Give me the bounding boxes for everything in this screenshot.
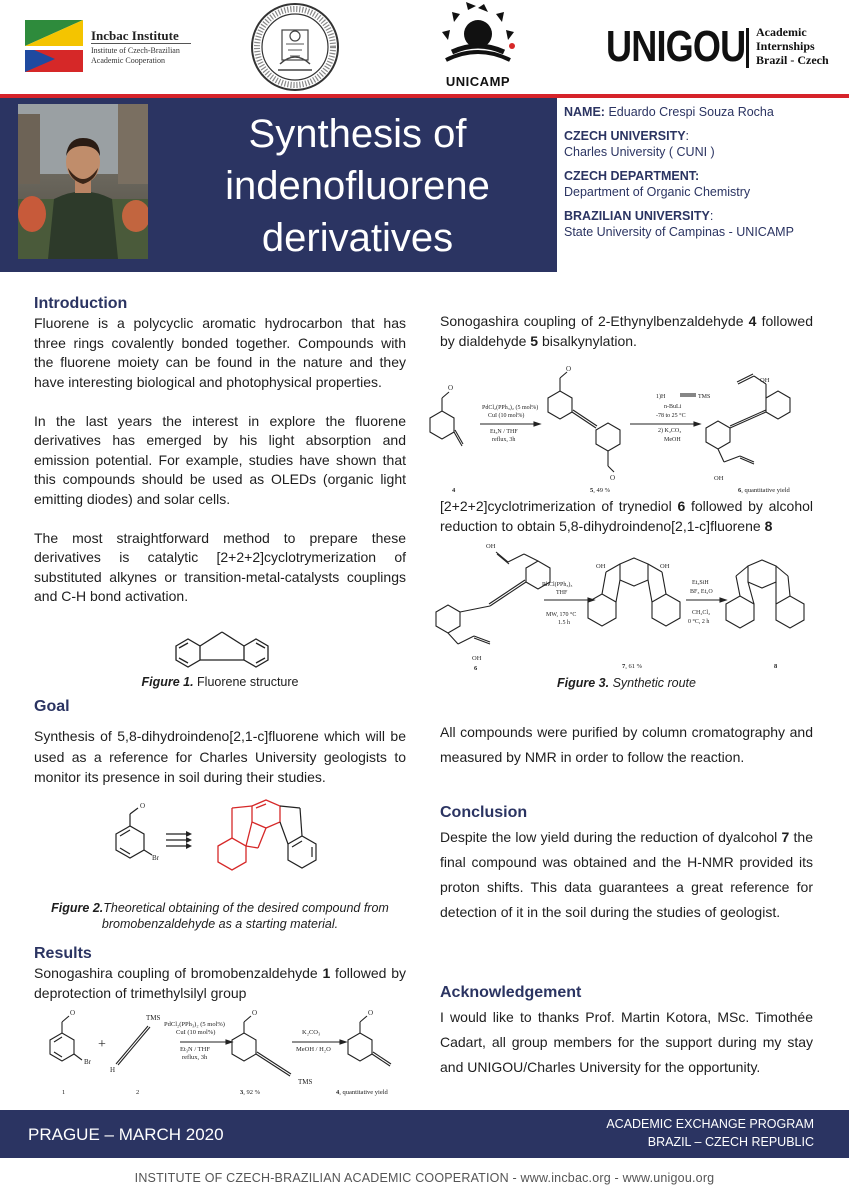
unigou-tag-line-3: Brazil - Czech	[756, 53, 829, 67]
info-czech-university: CZECH UNIVERSITY: Charles University ( CUNI )	[564, 128, 844, 160]
s3-reagent-8: 0 °C, 2 h	[688, 619, 710, 625]
figure-3-text: Synthetic route	[609, 676, 696, 690]
s2-reagent-8: 2) K₂CO₃	[658, 428, 682, 434]
conclusion-compound-7: 7	[781, 829, 790, 845]
info-name	[564, 104, 844, 120]
s2-oh-1: OH	[760, 377, 770, 384]
title-line-1: Synthesis of	[248, 112, 467, 156]
goal-text: Synthesis of 5,8-dihydroindeno[2,1-c]fluorene which will be used as a reference for Charles University geologists to monitor its presence in soil during their studies.	[34, 728, 406, 785]
title-line-2: indenofluorene	[225, 164, 490, 208]
s3-oh-2: OH	[472, 655, 482, 662]
s3-reagent-7: CH₂Cl₂	[692, 610, 711, 616]
s1-h-label: H	[110, 1066, 116, 1074]
author-photo-icon	[18, 104, 148, 259]
bisalkynylation-text	[440, 312, 813, 351]
purification-text	[440, 720, 813, 770]
incbac-logo	[25, 20, 190, 72]
info-brazilian-university: BRAZILIAN UNIVERSITY: State University of Campinas - UNICAMP	[564, 208, 844, 240]
introduction-paragraph-3: The most straightforward method to prepare these derivatives is catalytic [2+2+2]cyclotrymerization of substituted alkynes or transition-metal-catalysts couplings and C-H bond activation.	[34, 529, 406, 604]
s3-oh-3: OH	[596, 563, 606, 570]
acknowledgement-section	[440, 983, 813, 1080]
s1-reagent-1: PdCl₂(PPh₃)₂ (5 mol%)	[164, 1021, 225, 1028]
introduction-section	[34, 294, 406, 607]
right-compound-6: 6	[677, 498, 686, 514]
s2-reagent-3: Et₃N / THF	[490, 429, 518, 435]
figure-1-caption	[34, 674, 406, 690]
right-p1-c: followed by dialdehyde	[440, 313, 813, 349]
figure-3-caption	[440, 675, 813, 691]
conclusion-section	[440, 803, 813, 925]
figure-2-caption	[34, 900, 406, 932]
s2-reagent-5b: TMS	[698, 394, 711, 400]
right-p1-e: bisalkynylation.	[538, 332, 637, 349]
s1-reagent-2: CuI (10 mol%)	[176, 1029, 216, 1036]
czech-department-label: CZECH DEPARTMENT:	[564, 169, 700, 183]
results-text-a: Sonogashira coupling of bromobenzaldehyde	[34, 965, 323, 981]
s2-reagent-4: reflux, 3h	[492, 437, 516, 443]
czech-department-value: Department of Organic Chemistry	[564, 185, 751, 199]
figure-3-label: Figure 3.	[557, 676, 610, 690]
cyclotrimerization-text	[440, 497, 813, 536]
s2-compound-6: 6, quantitative yield	[738, 487, 790, 494]
name-value: Eduardo Crespi Souza Rocha	[608, 105, 774, 119]
s1-compound-1-label: 1	[62, 1089, 66, 1096]
s2-o-3: O	[610, 474, 616, 482]
s1-br-label: Br	[84, 1058, 91, 1066]
introduction-paragraph-1: Fluorene is a polycyclic aromatic hydrocarbon that has three rings covalently bonded together. Compounds with the fluorene moiety can be found in the nature and they have interesting biological and photophysical properties.	[34, 315, 406, 390]
acknowledgement-text: I would like to thanks Prof. Martin Kotora, MSc. Timothée Cadart, all group members for the support during my stay and UNIGOU/Charles University for the opportunity.	[440, 1009, 813, 1075]
czech-university-value: Charles University ( CUNI )	[564, 145, 715, 159]
s2-reagent-9: MeOH	[664, 437, 681, 443]
conclusion-text-c: the final compound was obtained and the H-NMR provided its proton shifts. This data guarantees a great reference for detection of it in the soil during the studies of geologist.	[440, 829, 813, 920]
figure-2-label: Figure 2.	[51, 901, 104, 915]
bromo-label: Br	[152, 854, 159, 862]
s2-reagent-6: n-BuLi	[664, 404, 682, 410]
czech-university-label: CZECH UNIVERSITY	[564, 129, 686, 143]
incbac-flag-icon	[25, 20, 83, 72]
s3-compound-8: 8	[774, 663, 778, 670]
brazilian-university-value: State University of Campinas - UNICAMP	[564, 225, 794, 239]
s3-reagent-6: BF₃ Et₂O	[690, 589, 713, 595]
right-p1-a: Sonogashira coupling of 2-Ethynylbenzaldehyde	[440, 313, 749, 329]
title-line-3: derivatives	[261, 216, 454, 260]
name-label: NAME:	[564, 105, 605, 119]
right-p2-a: [2+2+2]cyclotrimerization of trynediol	[440, 498, 678, 514]
results-section	[34, 944, 406, 1003]
figure-2-text: Theoretical obtaining of the desired compound from bromobenzaldehyde as a starting material.	[101, 901, 389, 931]
footer-program	[540, 1115, 814, 1151]
unigou-tag-line-1: Academic	[756, 25, 807, 39]
s3-compound-7: 7, 61 %	[622, 663, 643, 670]
figure-1-text: Fluorene structure	[193, 675, 299, 689]
unigou-logo	[606, 22, 836, 72]
incbac-divider	[91, 43, 191, 44]
right-compound-5: 5	[530, 332, 539, 349]
s1-o-label-3: O	[368, 1009, 374, 1017]
figure-1-label: Figure 1.	[141, 675, 194, 689]
charles-university-seal-icon	[250, 2, 340, 92]
s3-oh-4: OH	[660, 563, 670, 570]
results-compound-1: 1	[322, 965, 331, 981]
results-text	[34, 964, 406, 1003]
poster-title	[175, 108, 540, 264]
s1-tms-label-2: TMS	[298, 1078, 313, 1086]
purification-paragraph: All compounds were purified by column cromatography and measured by NMR in order to follow the reaction.	[440, 724, 813, 765]
conclusion-text	[440, 825, 813, 925]
results-text-c: followed by deprotection of trimethylsilyl group	[34, 965, 406, 1001]
s1-compound-3-label: 3, 92 %	[240, 1089, 261, 1096]
info-czech-department	[564, 168, 844, 200]
figure-2-scheme	[108, 796, 338, 894]
fluorene-structure	[168, 612, 278, 674]
incbac-name: Incbac Institute	[91, 28, 179, 43]
scheme-2-bisalkynylation	[424, 362, 816, 498]
author-info	[564, 104, 844, 248]
incbac-sub-line-1: Institute of Czech-Brazilian	[91, 46, 180, 55]
s2-reagent-2: CuI (10 mol%)	[488, 413, 525, 419]
right-compound-8: 8	[764, 517, 773, 534]
s2-compound-4: 4	[452, 487, 456, 494]
acknowledgement-heading: Acknowledgement	[440, 984, 582, 1001]
s3-oh-1: OH	[486, 543, 496, 550]
s1-compound-4-label: 4, quantitative yield	[336, 1089, 388, 1096]
s3-reagent-3: MW, 170 °C	[546, 612, 577, 618]
s1-compound-2-label: 2	[136, 1089, 140, 1096]
footer-institute-links: INSTITUTE OF CZECH-BRAZILIAN ACADEMIC COOPERATION - www.incbac.org - www.unigou.org	[134, 1171, 715, 1185]
goal-heading: Goal	[34, 698, 70, 715]
s1-plus-sign: +	[98, 1037, 106, 1052]
author-photo	[18, 104, 148, 259]
s3-reagent-4: 1.5 h	[558, 620, 570, 626]
s3-reagent-2: THF	[556, 590, 568, 596]
s1-reagent-5: K₂CO₃	[302, 1029, 321, 1036]
s1-o-label-2: O	[252, 1009, 258, 1017]
results-heading: Results	[34, 945, 92, 962]
conclusion-text-a: Despite the low yield during the reduction of dyalcohol	[440, 829, 782, 845]
right-p2-c: followed by alcohol reduction to obtain 5,8-dihydroindeno[2,1-c]fluorene	[440, 498, 813, 534]
introduction-heading: Introduction	[34, 295, 128, 312]
unigou-divider	[746, 28, 749, 68]
s1-o-label-1: O	[70, 1009, 76, 1017]
s2-reagent-7: -78 to 25 °C	[656, 413, 686, 419]
oxygen-label: O	[140, 802, 146, 810]
brazilian-university-label: BRAZILIAN UNIVERSITY	[564, 209, 710, 223]
s1-reagent-6: MeOH / H₂O	[296, 1046, 331, 1053]
logo-strip	[0, 0, 849, 92]
s2-compound-5: 5, 49 %	[590, 487, 611, 494]
s2-reagent-5: 1)H	[656, 394, 666, 400]
right-compound-4: 4	[748, 313, 757, 329]
footer-program-line-2: BRAZIL – CZECH REPUBLIC	[647, 1135, 814, 1149]
s1-reagent-4: reflux, 3h	[182, 1054, 208, 1061]
introduction-paragraph-2: In the last years the interest in explore the fluorene derivatives has emerged by his light absorption and emission potential. For example, studies have shown that this compounds should be used as OLEDs (organic light emitting diodes) and solar cells.	[34, 412, 406, 507]
footer-location-date: PRAGUE – MARCH 2020	[28, 1125, 224, 1144]
unicamp-wordmark: UNICAMP	[445, 74, 511, 89]
footer-program-line-1: ACADEMIC EXCHANGE PROGRAM	[606, 1117, 814, 1131]
unigou-tag-line-2: Internships	[756, 39, 815, 53]
conclusion-heading: Conclusion	[440, 804, 528, 821]
s2-reagent-1: PdCl₂(PPh₃)₂ (5 mol%)	[482, 405, 539, 411]
scheme-1-sonogashira	[40, 1004, 420, 1100]
unigou-tagline	[756, 25, 829, 67]
incbac-sub-line-2: Academic Cooperation	[91, 56, 165, 65]
s2-o-1: O	[448, 384, 454, 392]
s1-tms-label: TMS	[146, 1014, 161, 1022]
goal-section	[34, 697, 406, 788]
s3-compound-6: 6	[474, 665, 478, 672]
unigou-wordmark: UNIGOU	[606, 22, 746, 71]
s2-o-2: O	[566, 365, 572, 373]
s2-oh-2: OH	[714, 475, 724, 482]
s1-reagent-3: Et₃N / THF	[180, 1046, 210, 1053]
scheme-3-cyclotrimerization	[424, 536, 816, 672]
s3-reagent-5: Et₃SiH	[692, 580, 709, 586]
incbac-subtitle	[91, 46, 180, 66]
s3-reagent-1: RhCl(PPh₃)₃	[542, 582, 573, 588]
